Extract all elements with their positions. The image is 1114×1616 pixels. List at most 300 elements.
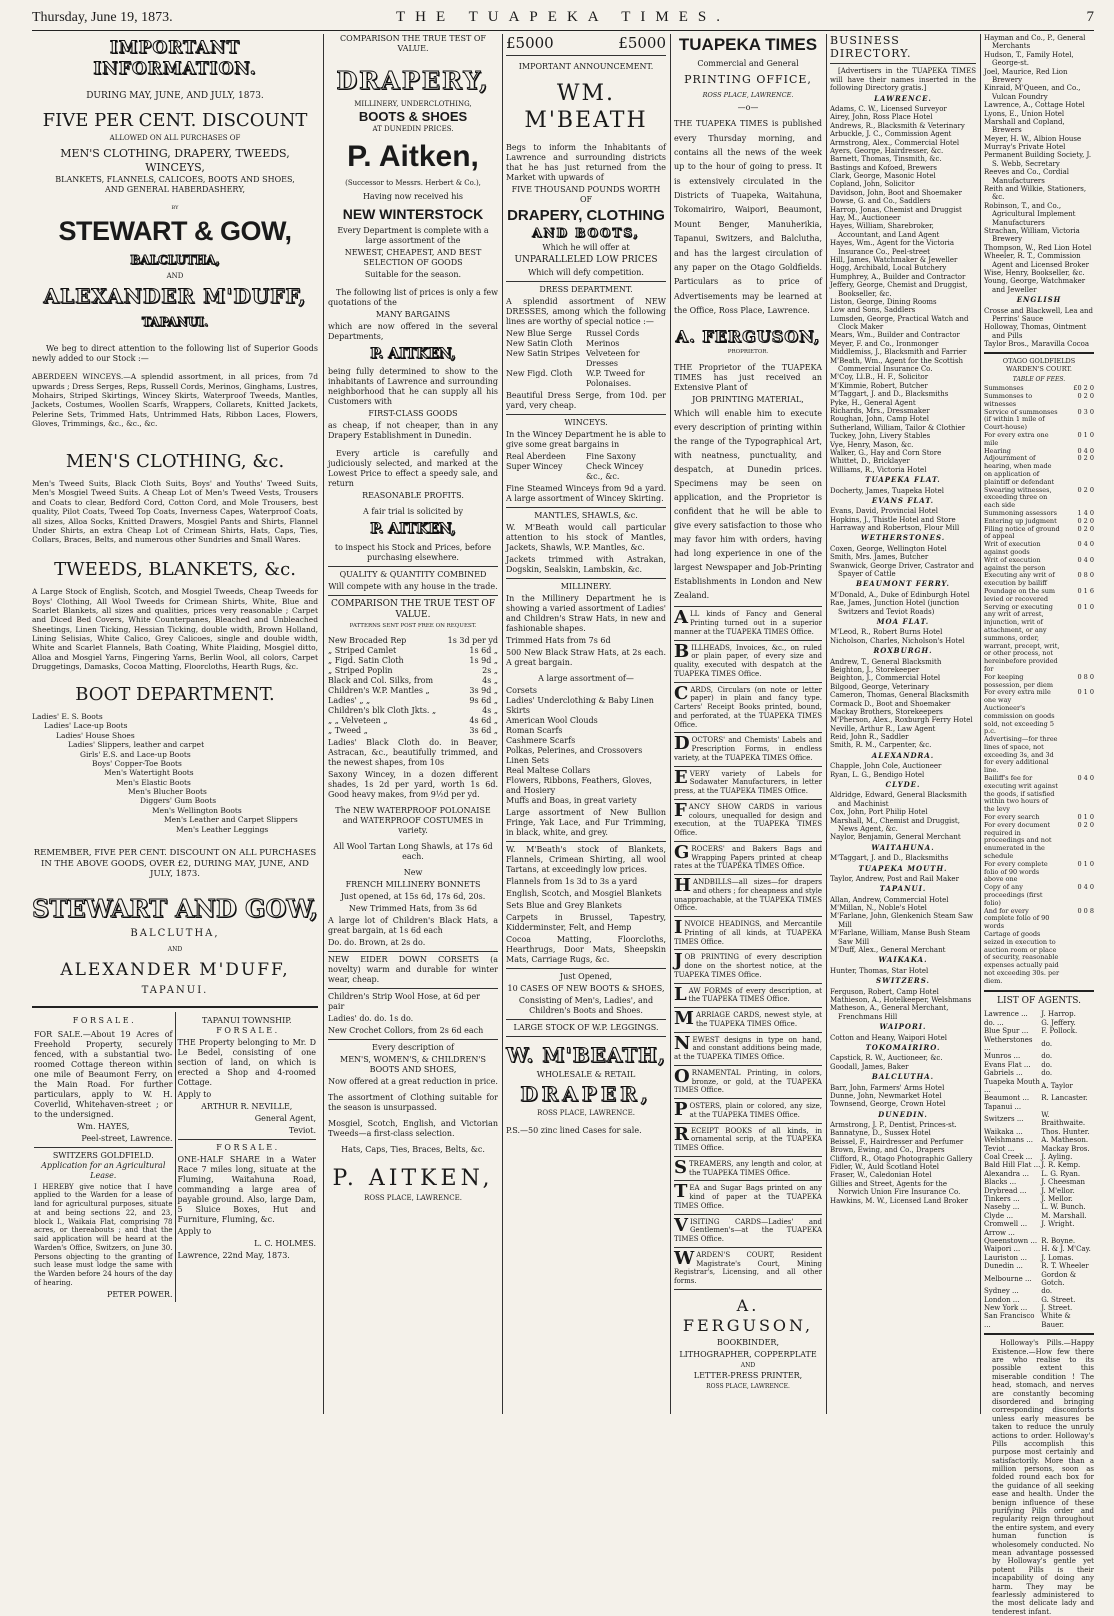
fee-item: Bailiff's fee for executing writ against the goods, if satisfied within two hours of the levy	[984, 774, 1058, 814]
agent-name: A. Matheson.	[1041, 1136, 1089, 1145]
agent-row	[984, 1187, 1094, 1195]
text-line: Children's Strip Wool Hose, at 6d per pair	[328, 991, 480, 1011]
directory-town: LAWRENCE.	[874, 93, 932, 103]
agent-row	[984, 1136, 1094, 1144]
text-line: FRENCH MILLINERY BONNETS	[345, 879, 481, 889]
price-item: Children's blk Cloth Jkts. „	[328, 705, 437, 715]
drop-cap: M	[674, 1008, 694, 1030]
list-item: Real Aberdeen	[506, 451, 566, 461]
wincey-list	[506, 452, 666, 482]
heading-boot-department: BOOT DEPARTMENT.	[75, 683, 275, 705]
price-value: 1s 3d per yd	[447, 635, 498, 645]
agent-name: do.	[1041, 1060, 1053, 1069]
agent-place: Alexandra ...	[984, 1169, 1029, 1178]
agent-row	[984, 1010, 1094, 1018]
printing-ad	[674, 607, 822, 636]
printing-ad	[674, 875, 822, 913]
text-line: P.S.—50 zinc lined Cases for sale.	[506, 1125, 642, 1135]
text-line: AND BOOTS,	[532, 225, 640, 240]
agent-place: Wetherstones ...	[984, 1035, 1033, 1052]
column-mbeath	[506, 34, 666, 1414]
column-printing-office: TUAPEKA TIMES Commercial and General PRINTING OFFICE, ROSS PLACE, LAWRENCE. —o— THE TUAPEKA TIMES is published every Thursday morning, and contains all the news of the week up to the hour of going to press. It is extensively circulated in the Districts of Tuapeka, Waitahuna, Tokomairiro, Waipori, Beaumont, Mount Benger, Manuherikia, Tapanui, Switzers, and Balclutha, and has the largest circulation of any paper on the Otago Goldfields. Particulars as to price of Advertisements may be learned at the Office, Ross Place, Lawrence. A. FERGUSON, PROPRIETOR. THE Proprietor of the TUAPEKA TIMES has just received an Extensive Plant of JOB PRINTING MATERIAL, Which will enable him to execute every description of printing within the range of the Typographical Art, with neatness, punctuality, and despatch, at Dunedin prices. Specimens may be seen on application, and the Proprietor is confident that he will be able to give every satisfaction to those who may favor him with orders, having had long experience in one of the largest Newspaper and Job-Printing Establishments in London and New Zealand. ALL kinds of Fancy and General Printing turned out in a superior manner at the TUAPEKA TIMES Office. BILLHEADS, Invoices, &c., on ruled or plain paper, of every size and quality, executed with despatch at the TUAPEKA TIMES Office. CARDS, Circulars (on note or letter paper) in plain and fancy type. Carters' Receipt Books printed, bound, and perforated, at the TUAPEKA TIMES Office. DOCTORS' and Chemists' Labels and Prescription Forms, in endless variety, at the TUAPEKA TIMES Office. EVERY variety of Labels for Sodawater Manufacturers, in letter press, at the TUAPEKA TIMES Office. FANCY SHOW CARDS in various colours, unequalled for design and execution, at the TUAPEKA TIMES Office. GROCERS' and Bakers Bags and Wrapping Papers printed at cheap rates at the TUAPEKA TIMES Office. HANDBILLS—all sizes—for drapers and others ; for cheapness and style unapproachable, at the TUAPEKA TIMES Office. INVOICE HEADINGS, and Mercantile Printing of all kinds, at TUAPEKA TIMES Office. JOB PRINTING of every description done on the shortest notice, at the TUAPEKA TIMES Office. LAW FORMS of every description, at the TUAPEKA TIMES Office. MARRIAGE CARDS, newest style, at the TUAPEKA TIMES Office. NEWEST designs in type on hand, and constant additions being made, at the TUAPEKA TIMES Office. ORNAMENTAL Printing, in colors, bronze, or gold, at the TUAPEKA TIMES Office. POSTERS, plain or colored, any size, at the TUAPEKA TIMES Office. RECEIPT BOOKS of all kinds, in ornamental scrip, at the TUAPEKA TIMES Office. STREAMERS, any length and color, at the TUAPEKA TIMES Office. TEA and Sugar Bags printed on any kind of paper at the TUAPEKA TIMES Office. VISITING CARDS—Ladies' and Gentlemen's—at the TUAPEKA TIMES Office. WARDEN'S COURT, Resident Magistrate's Court, Mining Registrar's, Licensing, and all other forms. A. FERGUSON, BOOKBINDER, LITHOGRAPHER, COPPERPLATE AND LETTER-PRESS PRINTER, ROSS PLACE, LAWRENCE.	[674, 35, 822, 1391]
text-line: JOB PRINTING MATERIAL,	[692, 395, 804, 405]
price-value: 2s „	[482, 665, 498, 675]
directory-entry: Fraser, W., Caledonian Hotel	[830, 1171, 932, 1180]
drop-cap: T	[674, 1181, 688, 1203]
text-line: AND	[167, 946, 183, 954]
text-line: The assortment of Clothing suitable for the season is unsurpassed.	[328, 1092, 498, 1112]
text-line: Which he will offer at	[542, 242, 630, 252]
directory-town: WETHERSTONES.	[860, 533, 946, 543]
fee-row	[984, 572, 1094, 588]
fee-amount: 0 4 0	[1077, 540, 1094, 549]
text-line: Hats, Caps, Ties, Braces, Belts, &c.	[341, 1144, 485, 1154]
for-sale-heading: F O R S A L E .	[72, 1015, 134, 1025]
directory-entry: Smith, R. M., Carpenter, &c.	[830, 741, 932, 750]
fee-amount: 0 2 0	[1077, 485, 1094, 494]
tweeds-paragraph: A Large Stock of English, Scotch, and Mosgiel Tweeds, Cheap Tweeds for Boys' Clothing, All Wool Tweeds for Crimean Shirts, White, Blue and Scarlet Blankets, all sizes and qualities, prices very reasonable ; Carpet and Diced Bed Covers, White Counterpanes, Bleached and Unbleached Sheetings, Linen Ticking, Hessian Ticking, double width, Brown Holland, Lining Selisias, White Calico, Grey Calicoes, single and double width, White and Scarlet Flannels, Bath Coating, White Plaiding, Mosgiel ditto, Alloa and Mosgiel Yarns, Fingering Yarns, Berlin Wool, all colors, Carpet Druggetings, Damasks, Cocoa Matting, Floorcloths, Hearth Rugs, &c.	[32, 587, 318, 672]
fee-item: Filing notice of ground of appeal	[984, 524, 1060, 541]
text-line: W. M'Beath's stock of Blankets, Flannels, Crimean Shirting, all wool Tartans, at exceedingly low prices.	[506, 844, 666, 874]
agent-row	[984, 1195, 1094, 1203]
fee-row	[984, 689, 1094, 705]
text-line: 500 New Black Straw Hats, at 2s each. A great bargain.	[506, 647, 666, 667]
agent-place: Munros ...	[984, 1052, 1021, 1061]
price-value: 1s 9d „	[469, 655, 498, 665]
text-line: Which will enable him to execute every description of printing within the range of the Typographical Art, with neatness, punctuality, and despatch, at Dunedin prices. Specimens may be seen on application, and the Proprietor is confident that he will be able to give every satisfaction to those who may favor him with orders, having had long experience in one of the largest Newspaper and Job-Printing Establishments in London and New Zealand.	[674, 409, 822, 601]
directory-entry: M'Duff, Alex., General Merchant	[830, 946, 946, 955]
directory-entry: Bilgood, George, Veterinary	[830, 682, 929, 691]
fee-row	[984, 526, 1094, 542]
text-line: LITHOGRAPHER, COPPERPLATE	[679, 1349, 817, 1359]
text-line: FIVE THOUSAND POUNDS WORTH OF	[511, 184, 661, 204]
agents-table	[984, 1010, 1094, 1329]
directory-entry: Swanwick, George Driver, Castrator and Spayer of Cattle	[830, 561, 974, 579]
text-line: Beautiful Dress Serge, from 10d. per yard, very cheap.	[506, 390, 666, 410]
price-row	[328, 656, 498, 666]
printing-ad-text: ANCY SHOW CARDS in various colours, unequalled for design and execution, at the TUAPEKA TIMES Office.	[674, 802, 822, 838]
drop-cap: J	[674, 950, 683, 972]
directory-entry: Richards, Mrs., Dressmaker	[830, 407, 930, 415]
fee-row	[984, 775, 1094, 814]
fee-item: Copy of any proceedings (first folio)	[984, 883, 1043, 907]
drop-cap: R	[674, 1123, 689, 1145]
directory-entry: Rae, James, Junction Hotel (junction Switzers and Teviot Roads)	[830, 599, 960, 616]
directory-entry: Mathieson, A., Hotelkeeper, Welshmans	[830, 996, 972, 1004]
text-line: ALLOWED ON ALL PURCHASES OF	[109, 134, 241, 143]
text-line: Just opened, at 15s 6d, 17s 6d, 20s.	[340, 891, 486, 901]
text-line: Saxony Wincey, in a dozen different shades, 1s 2d per yard, worth 1s 6d. Good heavy makes, from 9½d per yd.	[328, 769, 498, 799]
price-row	[328, 676, 498, 686]
text-line: Commercial and General	[697, 59, 799, 69]
directory-entry: Strachan, William, Victoria Brewery	[984, 226, 1080, 244]
text-line: In the Wincey Department he is able to give some great bargains in	[506, 429, 666, 449]
text-line: Every Department is complete with a large assortment of the	[337, 225, 489, 245]
agent-row	[984, 1170, 1094, 1178]
fee-amount: 0 4 0	[1077, 555, 1094, 564]
fee-row	[984, 432, 1094, 448]
drapery-clothing-heading: DRAPERY, CLOTHING	[507, 206, 665, 224]
list-row	[506, 452, 666, 462]
directory-entry: M'Taggart, J. and D., Blacksmiths	[830, 854, 949, 863]
fee-item: For every document required in proceedings and not enumerated in the schedule	[984, 820, 1052, 861]
list-item: Fine Saxony	[586, 451, 636, 461]
price-item: Black and Col. Silks, from	[328, 675, 434, 685]
directory-entry: Vye, Henry, Mason, &c.	[830, 440, 914, 449]
text-line: ROSS PLACE, LAWRENCE.	[702, 91, 794, 99]
fee-item: Hearing	[984, 446, 1011, 455]
printing-ad-text: OB PRINTING of every description done on the shortest notice, at the TUAPEKA TIMES Office.	[674, 953, 822, 979]
draper-heading: DRAPER,	[520, 1081, 652, 1106]
printing-ad-text: OCTORS' and Chemists' Labels and Prescription Forms, in endless variety, at the TUAPEKA TIMES Office.	[674, 736, 822, 762]
directory-entry: Hill, James, Watchmaker & Jeweller	[830, 255, 958, 264]
price-item: Children's W.P. Mantles „	[328, 685, 430, 695]
directory-entry: Whittet, D., Bricklayer	[830, 457, 910, 466]
fee-item: Writ of execution against the person	[984, 555, 1046, 572]
directory-town: WAIPORI.	[879, 1022, 927, 1032]
directory-entry: M'Taggart, J. and D., Blacksmiths	[830, 390, 949, 399]
agent-place: Drybread ...	[984, 1186, 1027, 1195]
directory-entry: Wheeler, R. T., Commission Agent and Licensed Broker	[984, 252, 1089, 269]
aitken-name: P. AITKEN,	[332, 1165, 494, 1191]
agent-name: do.	[1041, 1039, 1053, 1048]
fee-row	[984, 908, 1094, 931]
directory-town: MOA FLAT.	[876, 616, 930, 626]
directory-town: DUNEDIN.	[878, 1109, 928, 1119]
text-line: QUALITY & QUANTITY COMBINED	[339, 569, 487, 579]
agent-place: San Francisco ...	[984, 1312, 1035, 1329]
agent-name: H. & J. M'Cay.	[1041, 1245, 1091, 1254]
text-line: A fair trial is solicited by	[363, 507, 463, 516]
directory-entry: Harraway and Robertson, Flour Mill	[830, 524, 960, 533]
town-name: BALCLUTHA,	[130, 927, 220, 939]
directory-entry: Capstick, R. W., Auctioneer, &c.	[830, 1054, 943, 1063]
drop-cap: F	[674, 799, 687, 821]
printing-ad-text: EA and Sugar Bags printed on any kind of paper at the TUAPEKA TIMES Office.	[674, 1184, 822, 1210]
text-line: MEN'S, WOMEN'S, & CHILDREN'S BOOTS AND SHOES,	[340, 1054, 486, 1074]
text-line: COMPARISON THE TRUE TEST OF VALUE.	[330, 598, 496, 620]
agent-row	[984, 1212, 1094, 1220]
list-item: &c., &c.	[586, 471, 620, 481]
printing-ad	[674, 640, 822, 679]
directory-entry: Kinraid, M'Queen, and Co., Vulcan Foundry	[984, 84, 1081, 101]
agent-name: G. Jeffery.	[1041, 1018, 1076, 1027]
newspaper-title: THE TUAPEKA TIMES.	[395, 9, 731, 25]
text-line: Having now received his	[362, 192, 464, 201]
directory-entry: M'Coy, Ll.B., H. F., Solicitor	[830, 373, 929, 382]
fee-row	[984, 705, 1094, 736]
list-row	[506, 369, 666, 389]
agent-place: Switzers ...	[984, 1115, 1024, 1124]
list-row	[506, 339, 666, 349]
fee-item: Summoning assessors	[984, 508, 1057, 517]
agent-row	[984, 1220, 1094, 1228]
printing-ad-text: ECEIPT BOOKS of all kinds, in ornamental scrip, at the TUAPEKA TIMES Office.	[674, 1126, 822, 1153]
directory-entry: M'Leod, R., Robert Burns Hotel	[830, 628, 943, 637]
directory-entry: Robinson, T., and Co., Agricultural Implement Manufacturers	[984, 201, 1076, 227]
drop-cap: L	[674, 983, 687, 1005]
list-item: Merinos	[586, 338, 620, 348]
printing-office-heading: PRINTING OFFICE,	[684, 73, 812, 87]
agent-row	[984, 1161, 1094, 1169]
fee-item: Auctioneer's commission on goods sold, not exceeding 5 p.c.	[984, 703, 1055, 736]
directory-entry: Reid, John R., Saddler	[830, 733, 909, 742]
fee-amount: 0 0 8	[1077, 906, 1094, 915]
price-item: New Brocaded Rep	[328, 635, 407, 645]
list-row	[506, 329, 666, 339]
text-line: £5000	[506, 34, 554, 52]
printing-ad-text: ISITING CARDS—Ladies' and Gentlemen's—at the TUAPEKA TIMES Office.	[674, 1217, 822, 1244]
ad-period: DURING MAY, JUNE, AND JULY, 1873.	[86, 90, 264, 101]
price-item: „ Figd. Satin Cloth	[328, 655, 404, 665]
directory-entry: Hunter, Thomas, Star Hotel	[830, 966, 929, 975]
agent-name: Gordon & Gotch.	[1041, 1270, 1077, 1287]
directory-entry: Gillies and Street, Agents for the Norwich Union Fire Insurance Co.	[830, 1179, 961, 1197]
text-line: NEW EIDER DOWN CORSETS (a novelty) warm and durable for winter wear, cheap.	[328, 954, 498, 984]
directory-continued	[984, 34, 1094, 294]
intro-paragraph: We beg to direct attention to the following list of Superior Goods newly added to our Stock :—	[32, 344, 318, 364]
directory-entry: Coxen, George, Wellington Hotel	[830, 544, 947, 553]
agent-place: Melbourne ...	[984, 1274, 1032, 1283]
printing-ad	[674, 1099, 822, 1121]
directory-entry: Middlemiss, J., Blacksmith and Farrier	[830, 348, 967, 357]
directory-entry: Beighton, J., Commercial Hotel	[830, 674, 941, 683]
wardens-court-heading: OTAGO GOLDFIELDS WARDEN'S COURT.	[1002, 357, 1076, 374]
text-line: Mosgiel, Scotch, English, and Victorian Tweeds—a first-class selection.	[328, 1118, 498, 1138]
agent-row	[984, 1229, 1094, 1237]
directory-entry: Allan, Andrew, Commercial Hotel	[830, 895, 949, 904]
fee-amount: £0 2 0	[1073, 384, 1094, 393]
boot-item: Ladies' House Shoes	[56, 730, 135, 740]
fee-amount: 1 4 0	[1077, 508, 1094, 517]
aitken-name: P. AITKEN,	[370, 521, 456, 537]
issue-date: Thursday, June 19, 1873.	[32, 10, 173, 25]
text-line: which are now offered in the several Departments,	[328, 321, 498, 341]
printing-ad	[674, 841, 822, 871]
printing-ad-text: OSTERS, plain or colored, any size, at the TUAPEKA TIMES Office.	[689, 1102, 822, 1119]
list-item: New Blue Serge	[506, 328, 572, 338]
printing-ad	[674, 766, 822, 796]
directory-entry: Nicholson, Charles, Nicholson's Hotel	[830, 636, 965, 645]
text-line: The NEW WATERPROOF POLONAISE and WATERPROOF COSTUMES in variety.	[335, 805, 491, 835]
printing-ad	[674, 799, 822, 838]
directory-entry: Meyer, H. W., Albion House	[984, 134, 1082, 143]
text-line: as cheap, if not cheaper, than in any Drapery Establishment in Dunedin.	[328, 421, 498, 440]
directory-entry: Roughan, John, Camp Hotel	[830, 415, 929, 424]
boot-item: Girls' E.S. and Lace-up Boots	[80, 749, 191, 759]
agent-row	[984, 1271, 1094, 1288]
fee-row	[984, 931, 1094, 986]
fee-amount: 0 1 6	[1077, 586, 1094, 595]
agent-name: W. Braithwaite.	[1041, 1111, 1086, 1128]
text-line: New	[403, 867, 423, 877]
firm-name-mcduff: ALEXANDER M'DUFF,	[43, 284, 307, 309]
printing-ad-text: LL kinds of Fancy and General Printing turned out in a superior manner at the TUAPEKA TIMES Office.	[674, 610, 822, 636]
boot-item: Men's Blucher Boots	[128, 787, 207, 796]
agent-row	[984, 1061, 1094, 1069]
tapanui-heading: TAPANUI TOWNSHIP.	[201, 1015, 292, 1025]
fee-amount: 0 1 0	[1077, 859, 1094, 868]
directory-entry: Humphrey, A., Builder and Contractor	[830, 272, 966, 281]
text-line: BLANKETS, FLANNELS, CALICOES, BOOTS AND SHOES,	[55, 174, 295, 184]
agent-place: Dunedin ...	[984, 1262, 1023, 1271]
text-line: (Successor to Messrs. Herbert & Co.),	[345, 179, 481, 188]
column-stewart-gow	[32, 34, 318, 1414]
directory-entry: Mears, Wm., Builder and Contractor	[830, 331, 960, 340]
text-line: REASONABLE PROFITS.	[362, 491, 464, 500]
printing-ad-text: ARDEN'S COURT, Resident Magistrate's Court, Mining Registrar's, Licensing, and all other forms.	[674, 1250, 822, 1286]
printing-ad-text: RNAMENTAL Printing, in colors, bronze, or gold, at the TUAPEKA TIMES Office.	[674, 1068, 822, 1095]
directory-entry: Dowse, G. and Co., Saddlers	[830, 197, 931, 206]
directory-entry: Pyke, H., General Agent	[830, 398, 916, 407]
directory-entry: Lumsden, George, Practical Watch and Clock Maker	[830, 314, 969, 332]
directory-entry: M'Kimmie, Robert, Butcher	[830, 381, 928, 390]
drop-cap: W	[674, 1247, 695, 1269]
text-line: FIRST-CLASS GOODS	[368, 409, 458, 418]
list-row	[506, 472, 666, 482]
text-line: BY	[171, 204, 179, 211]
price-item: Ladies' „ „	[328, 695, 371, 705]
directory-town: TUAPEKA MOUTH.	[858, 863, 948, 873]
text-line: Large assortment of New Bullion Fringe, Yak Lace, and Fur Trimming, in black, white, and grey.	[506, 807, 666, 837]
ad-signature: Wm. HAYES,	[77, 1121, 130, 1131]
dress-list	[506, 329, 666, 389]
fee-amount: 0 2 0	[1077, 392, 1094, 401]
drop-cap: N	[674, 1032, 691, 1054]
fee-row	[984, 604, 1094, 674]
agent-name: do.	[1041, 1052, 1053, 1061]
pound-header	[506, 34, 666, 56]
text-line: Now offered at a great reduction in price.	[328, 1076, 498, 1086]
agent-name: Mackay Bros.	[1041, 1144, 1090, 1153]
agent-place: Blue Spur ...	[984, 1027, 1029, 1036]
text-line: being fully determined to show to the inhabitants of Lawrence and surrounding neighborhood that he can supply all his Customers with	[328, 367, 498, 406]
column-aitken	[328, 34, 498, 1414]
text-line: NEWEST, CHEAPEST, AND BEST SELECTION OF GOODS	[344, 247, 482, 267]
directory-entry: Barr, John, Farmers' Arms Hotel	[830, 1083, 945, 1092]
directory-entry: M'Farlane, John, Glenkenich Steam Saw Mill	[830, 912, 974, 929]
list-item: W.P. Tweed for Polonaises.	[586, 368, 645, 388]
agent-row	[984, 1296, 1094, 1304]
directory-entry: Andrew, T., General Blacksmith	[830, 657, 942, 666]
directory-entry: Marshall and Copland, Brewers	[984, 117, 1065, 135]
fee-item: For every search	[984, 813, 1040, 822]
fee-amount: 0 3 0	[1077, 407, 1094, 416]
agent-place: Beaumont ...	[984, 1094, 1030, 1103]
millinery-item: Muffs and Boas, in great variety	[506, 795, 637, 805]
fee-row	[984, 409, 1094, 432]
agent-place: Cromwell ...	[984, 1220, 1028, 1229]
directory-entry: Thompson, W., Red Lion Hotel	[984, 243, 1092, 252]
fee-amount	[1060, 931, 1094, 986]
fee-item: Serving or executing any writ of arrest, injunction, writ of attachment, or any summons, order, warrant, precept, writ, or other process, not hereinbefore provided for	[984, 602, 1060, 673]
text-line: All Wool Tartan Long Shawls, at 17s 6d each.	[333, 841, 493, 861]
directory-entry: Smith, Mrs. James, Butcher	[830, 553, 929, 562]
agent-place: Gabriels ...	[984, 1069, 1023, 1078]
text-line: The following list of prices is only a few quotations of the	[328, 287, 498, 307]
boot-item: Boys' Copper-Toe Boots	[92, 758, 182, 768]
fee-item: Executing any writ of execution by bailiff	[984, 571, 1055, 588]
agent-name: F. Pollock.	[1041, 1027, 1078, 1036]
agent-row	[984, 1145, 1094, 1153]
agent-name: J. Wright.	[1041, 1220, 1075, 1229]
printing-ad-text: ANDBILLS—all sizes—for drapers and others ; for cheapness and style unapproachable, at the TUAPEKA TIMES Office.	[674, 878, 822, 913]
directory-town: CLYDE.	[885, 780, 921, 790]
agent-row	[984, 1153, 1094, 1161]
text-line: Just Opened,	[559, 971, 613, 981]
text-line: PATTERNS SENT POST FREE ON REQUEST.	[349, 623, 477, 629]
directory-town: BALCLUTHA.	[871, 1072, 935, 1082]
directory-town: TOKOMAIRIRO.	[865, 1042, 941, 1052]
list-item: Super Wincey	[506, 461, 563, 471]
text-line: WINCEYS.	[564, 417, 608, 427]
boot-item: Diggers' Gum Boots	[140, 796, 217, 806]
tuapeka-times-heading: TUAPEKA TIMES	[678, 35, 818, 54]
text-line: Cocoa Matting, Floorcloths, Hearthrugs, Door Mats, Sheepskin Mats, Carriage Rugs, &c.	[506, 934, 666, 964]
agent-name: L. G. Ryan.	[1041, 1169, 1081, 1178]
agent-row	[984, 1178, 1094, 1186]
directory-entry: Ayers, George, Hairdresser, &c.	[830, 146, 944, 155]
directory-entry: Hayes, William, Sharebroker, Accountant, and Land Agent	[830, 222, 940, 239]
list-row	[506, 462, 666, 472]
drop-cap: I	[674, 917, 683, 939]
directory-town: WAIKAKA.	[878, 955, 928, 965]
directory-entry: Hogg, Archibald, Local Butchery	[830, 264, 947, 273]
text-line: A large lot of Children's Black Hats, a great bargain, at 1s 6d each	[328, 915, 498, 935]
printing-ad-text: ARRIAGE CARDS, newest style, at the TUAPEKA TIMES Office.	[695, 1011, 822, 1028]
fee-amount	[1060, 705, 1094, 736]
agent-name: do.	[1041, 1287, 1053, 1296]
directory-entry: Cameron, Thomas, General Blacksmith	[830, 691, 969, 700]
text-line: £5000	[618, 34, 666, 52]
fee-amount: 0 2 0	[1077, 516, 1094, 525]
agent-name: G. Street.	[1041, 1295, 1076, 1304]
switzers-subheading: Application for an Agricultural Lease.	[41, 1160, 166, 1180]
directory-entry: Neville, Arthur R., Law Agent	[830, 724, 936, 733]
agent-name: J. Ayling.	[1041, 1153, 1073, 1162]
price-row	[328, 646, 498, 656]
printing-ad	[674, 983, 822, 1005]
directory-entry: Hay, M., Auctioneer	[830, 214, 901, 223]
price-value: 9s 6d „	[469, 695, 498, 705]
directory-town: ENGLISH	[1016, 295, 1062, 305]
fee-row	[984, 674, 1094, 690]
directory-entry: Taylor, Andrew, Post and Rail Maker	[830, 874, 959, 883]
directory-town: ROXBURGH.	[873, 646, 933, 656]
fee-item: Adjournment of hearing, when made on application of plaintiff or defendant	[984, 454, 1055, 486]
agent-row	[984, 1052, 1094, 1060]
directory-entry: M'Pherson, Alex., Roxburgh Ferry Hotel	[830, 716, 973, 725]
millinery-item: Ladies' Underclothing & Baby Linen	[506, 695, 654, 705]
agent-row	[984, 1103, 1094, 1111]
directory-entry: Adams, C. W., Licensed Surveyor	[830, 104, 947, 113]
boot-item: Ladies' E. S. Boots	[32, 712, 103, 721]
printing-ad	[674, 1032, 822, 1062]
price-value: 3s 9d „	[469, 685, 498, 695]
agent-row	[984, 1287, 1094, 1295]
text-line: DRESS DEPARTMENT.	[539, 284, 633, 294]
agent-place: Bald Hill Flat ...	[984, 1161, 1041, 1170]
directory-entry: Goodall, James, Baker	[830, 1062, 909, 1071]
column-fees-agents	[984, 34, 1094, 1616]
text-line: ROSS PLACE, LAWRENCE.	[706, 1383, 790, 1391]
column-business-directory	[830, 34, 976, 1414]
directory-entry: Armstrong, Alex., Commercial Hotel	[830, 138, 960, 147]
agent-place: Clyde ...	[984, 1211, 1014, 1220]
heading-mens-clothing: MEN'S CLOTHING, &c.	[65, 450, 285, 472]
printing-ad	[674, 1214, 822, 1244]
directory-entry: Murray's Private Hotel	[984, 143, 1066, 152]
